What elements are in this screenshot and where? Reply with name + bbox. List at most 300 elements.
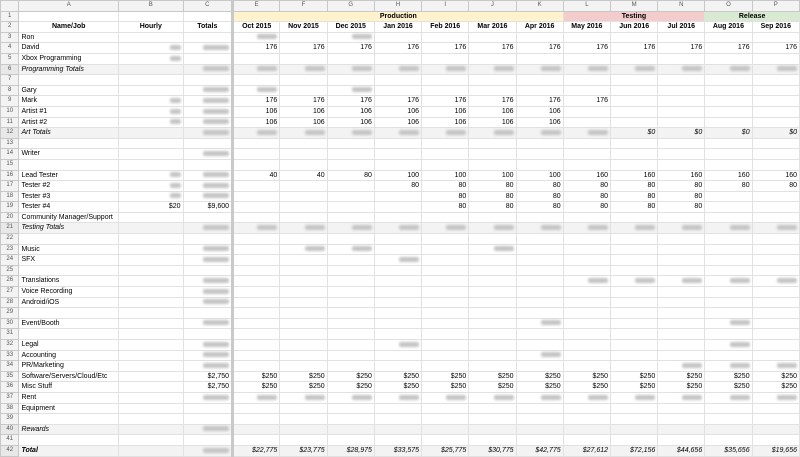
cell[interactable] bbox=[422, 138, 469, 149]
row-label-cell[interactable] bbox=[19, 75, 119, 86]
row-label-cell[interactable]: Translations bbox=[19, 276, 119, 287]
row-label-cell[interactable] bbox=[19, 234, 119, 245]
cell[interactable] bbox=[233, 287, 280, 298]
cell[interactable] bbox=[752, 318, 799, 329]
cell[interactable] bbox=[183, 128, 232, 139]
cell[interactable] bbox=[280, 149, 327, 160]
cell[interactable] bbox=[280, 276, 327, 287]
cell[interactable]: 160 bbox=[752, 170, 799, 181]
select-all-corner[interactable] bbox=[1, 1, 19, 12]
row-label-cell[interactable]: Writer bbox=[19, 149, 119, 160]
cell[interactable] bbox=[516, 361, 563, 372]
cell[interactable] bbox=[183, 308, 232, 319]
cell[interactable] bbox=[658, 255, 705, 266]
row-number[interactable]: 38 bbox=[1, 403, 19, 414]
cell[interactable]: $250 bbox=[374, 371, 421, 382]
row-label-cell[interactable] bbox=[19, 414, 119, 425]
cell[interactable]: 80 bbox=[611, 202, 658, 213]
cell[interactable] bbox=[233, 212, 280, 223]
cell[interactable] bbox=[374, 329, 421, 340]
cell[interactable] bbox=[118, 276, 183, 287]
cell[interactable] bbox=[752, 435, 799, 446]
cell[interactable] bbox=[280, 308, 327, 319]
row-number[interactable]: 28 bbox=[1, 297, 19, 308]
cell[interactable] bbox=[280, 212, 327, 223]
cell[interactable]: 100 bbox=[516, 170, 563, 181]
cell[interactable] bbox=[752, 234, 799, 245]
column-header[interactable]: E bbox=[233, 1, 280, 12]
cell[interactable] bbox=[233, 297, 280, 308]
row-number[interactable]: 11 bbox=[1, 117, 19, 128]
cell[interactable] bbox=[422, 149, 469, 160]
row-number[interactable]: 19 bbox=[1, 202, 19, 213]
cell[interactable] bbox=[563, 308, 610, 319]
cell[interactable] bbox=[563, 223, 610, 234]
cell[interactable] bbox=[422, 424, 469, 435]
column-header[interactable]: M bbox=[611, 1, 658, 12]
cell[interactable] bbox=[752, 96, 799, 107]
cell[interactable] bbox=[658, 265, 705, 276]
cell[interactable] bbox=[516, 64, 563, 75]
cell[interactable] bbox=[563, 276, 610, 287]
cell[interactable] bbox=[516, 403, 563, 414]
cell[interactable] bbox=[233, 424, 280, 435]
row-label-cell[interactable]: Accounting bbox=[19, 350, 119, 361]
cell[interactable] bbox=[280, 329, 327, 340]
cell[interactable] bbox=[611, 85, 658, 96]
cell[interactable] bbox=[183, 435, 232, 446]
cell[interactable] bbox=[705, 117, 752, 128]
cell[interactable] bbox=[118, 234, 183, 245]
cell[interactable] bbox=[658, 403, 705, 414]
cell[interactable] bbox=[183, 297, 232, 308]
cell[interactable]: 106 bbox=[516, 106, 563, 117]
cell[interactable] bbox=[752, 276, 799, 287]
row-number[interactable]: 9 bbox=[1, 96, 19, 107]
cell[interactable] bbox=[469, 340, 516, 351]
cell[interactable] bbox=[611, 435, 658, 446]
cell[interactable]: 176 bbox=[563, 43, 610, 54]
cell[interactable]: $9,600 bbox=[183, 202, 232, 213]
cell[interactable] bbox=[422, 75, 469, 86]
cell[interactable]: 106 bbox=[327, 117, 374, 128]
cell[interactable]: Dec 2015 bbox=[327, 22, 374, 33]
cell[interactable]: $30,775 bbox=[469, 445, 516, 456]
column-header[interactable]: B bbox=[118, 1, 183, 12]
cell[interactable] bbox=[611, 265, 658, 276]
cell[interactable] bbox=[469, 75, 516, 86]
row-label-cell[interactable]: Equipment bbox=[19, 403, 119, 414]
cell[interactable]: 80 bbox=[469, 181, 516, 192]
cell[interactable]: Totals bbox=[183, 22, 232, 33]
cell[interactable] bbox=[705, 159, 752, 170]
cell[interactable] bbox=[118, 382, 183, 393]
cell[interactable] bbox=[374, 340, 421, 351]
cell[interactable] bbox=[563, 255, 610, 266]
cell[interactable] bbox=[611, 117, 658, 128]
cell[interactable] bbox=[422, 329, 469, 340]
cell[interactable]: $250 bbox=[563, 382, 610, 393]
cell[interactable]: 160 bbox=[611, 170, 658, 181]
cell[interactable]: 80 bbox=[469, 191, 516, 202]
cell[interactable]: 176 bbox=[280, 96, 327, 107]
cell[interactable] bbox=[183, 64, 232, 75]
cell[interactable] bbox=[469, 32, 516, 43]
row-number[interactable]: 25 bbox=[1, 265, 19, 276]
cell[interactable]: 80 bbox=[611, 181, 658, 192]
row-label-cell[interactable]: SFX bbox=[19, 255, 119, 266]
testing-band[interactable]: Testing bbox=[563, 11, 705, 22]
cell[interactable] bbox=[563, 128, 610, 139]
cell[interactable]: Nov 2015 bbox=[280, 22, 327, 33]
cell[interactable]: $72,156 bbox=[611, 445, 658, 456]
cell[interactable] bbox=[422, 435, 469, 446]
cell[interactable] bbox=[183, 85, 232, 96]
cell[interactable]: $22,775 bbox=[233, 445, 280, 456]
cell[interactable]: 106 bbox=[374, 117, 421, 128]
cell[interactable] bbox=[422, 85, 469, 96]
row-label-cell[interactable] bbox=[19, 435, 119, 446]
cell[interactable] bbox=[118, 85, 183, 96]
cell[interactable] bbox=[280, 255, 327, 266]
cell[interactable] bbox=[422, 255, 469, 266]
cell[interactable] bbox=[327, 255, 374, 266]
cell[interactable] bbox=[118, 435, 183, 446]
cell[interactable] bbox=[183, 181, 232, 192]
cell[interactable] bbox=[233, 159, 280, 170]
cell[interactable] bbox=[118, 106, 183, 117]
cell[interactable] bbox=[752, 244, 799, 255]
row-number[interactable]: 13 bbox=[1, 138, 19, 149]
cell[interactable]: $0 bbox=[705, 128, 752, 139]
cell[interactable]: 100 bbox=[422, 170, 469, 181]
cell[interactable] bbox=[374, 149, 421, 160]
cell[interactable] bbox=[233, 435, 280, 446]
cell[interactable] bbox=[327, 297, 374, 308]
cell[interactable] bbox=[563, 85, 610, 96]
cell[interactable]: 176 bbox=[327, 43, 374, 54]
cell[interactable] bbox=[658, 106, 705, 117]
column-header[interactable]: J bbox=[469, 1, 516, 12]
cell[interactable] bbox=[611, 287, 658, 298]
cell[interactable] bbox=[374, 85, 421, 96]
cell[interactable] bbox=[611, 340, 658, 351]
cell[interactable] bbox=[233, 350, 280, 361]
cell[interactable] bbox=[658, 361, 705, 372]
row-number[interactable]: 27 bbox=[1, 287, 19, 298]
cell[interactable] bbox=[658, 32, 705, 43]
cell[interactable] bbox=[118, 43, 183, 54]
cell[interactable]: $250 bbox=[327, 371, 374, 382]
cell[interactable]: 106 bbox=[516, 117, 563, 128]
cell[interactable] bbox=[658, 234, 705, 245]
cell[interactable] bbox=[705, 234, 752, 245]
cell[interactable] bbox=[422, 318, 469, 329]
cell[interactable] bbox=[422, 32, 469, 43]
cell[interactable] bbox=[280, 53, 327, 64]
cell[interactable] bbox=[469, 159, 516, 170]
cell[interactable] bbox=[374, 234, 421, 245]
cell[interactable] bbox=[183, 244, 232, 255]
cell[interactable] bbox=[327, 329, 374, 340]
cell[interactable] bbox=[183, 414, 232, 425]
cell[interactable] bbox=[183, 329, 232, 340]
cell[interactable] bbox=[118, 287, 183, 298]
row-number[interactable]: 14 bbox=[1, 149, 19, 160]
cell[interactable] bbox=[563, 53, 610, 64]
cell[interactable]: $28,975 bbox=[327, 445, 374, 456]
cell[interactable] bbox=[327, 138, 374, 149]
cell[interactable] bbox=[611, 424, 658, 435]
cell[interactable] bbox=[118, 371, 183, 382]
cell[interactable] bbox=[327, 75, 374, 86]
cell[interactable] bbox=[374, 424, 421, 435]
cell[interactable] bbox=[611, 53, 658, 64]
cell[interactable]: May 2016 bbox=[563, 22, 610, 33]
cell[interactable] bbox=[118, 361, 183, 372]
cell[interactable] bbox=[183, 340, 232, 351]
cell[interactable] bbox=[469, 53, 516, 64]
cell[interactable] bbox=[374, 244, 421, 255]
cell[interactable]: 80 bbox=[422, 181, 469, 192]
cell[interactable] bbox=[183, 11, 232, 22]
cell[interactable] bbox=[280, 361, 327, 372]
cell[interactable] bbox=[233, 265, 280, 276]
cell[interactable] bbox=[422, 340, 469, 351]
cell[interactable] bbox=[233, 414, 280, 425]
cell[interactable] bbox=[752, 392, 799, 403]
cell[interactable] bbox=[516, 85, 563, 96]
cell[interactable]: Hourly bbox=[118, 22, 183, 33]
cell[interactable] bbox=[280, 234, 327, 245]
cell[interactable]: $250 bbox=[752, 371, 799, 382]
cell[interactable] bbox=[327, 435, 374, 446]
cell[interactable]: 80 bbox=[422, 191, 469, 202]
cell[interactable] bbox=[374, 297, 421, 308]
cell[interactable] bbox=[374, 75, 421, 86]
cell[interactable] bbox=[752, 53, 799, 64]
cell[interactable]: 80 bbox=[469, 202, 516, 213]
cell[interactable]: $35,656 bbox=[705, 445, 752, 456]
cell[interactable] bbox=[422, 128, 469, 139]
cell[interactable] bbox=[422, 244, 469, 255]
cell[interactable] bbox=[611, 392, 658, 403]
cell[interactable]: $25,775 bbox=[422, 445, 469, 456]
cell[interactable]: Aug 2016 bbox=[705, 22, 752, 33]
cell[interactable] bbox=[705, 255, 752, 266]
cell[interactable] bbox=[705, 32, 752, 43]
row-number[interactable]: 15 bbox=[1, 159, 19, 170]
cell[interactable] bbox=[705, 202, 752, 213]
cell[interactable] bbox=[233, 276, 280, 287]
cell[interactable] bbox=[118, 297, 183, 308]
cell[interactable] bbox=[658, 340, 705, 351]
cell[interactable] bbox=[705, 138, 752, 149]
cell[interactable] bbox=[516, 255, 563, 266]
cell[interactable] bbox=[611, 329, 658, 340]
cell[interactable] bbox=[469, 265, 516, 276]
cell[interactable] bbox=[611, 106, 658, 117]
cell[interactable] bbox=[563, 361, 610, 372]
cell[interactable] bbox=[183, 255, 232, 266]
cell[interactable] bbox=[183, 191, 232, 202]
cell[interactable]: $250 bbox=[280, 371, 327, 382]
cell[interactable] bbox=[327, 424, 374, 435]
cell[interactable]: 80 bbox=[705, 181, 752, 192]
cell[interactable]: 106 bbox=[280, 117, 327, 128]
cell[interactable] bbox=[611, 318, 658, 329]
cell[interactable]: 100 bbox=[469, 170, 516, 181]
cell[interactable] bbox=[563, 75, 610, 86]
cell[interactable] bbox=[183, 350, 232, 361]
cell[interactable] bbox=[658, 318, 705, 329]
cell[interactable] bbox=[658, 424, 705, 435]
cell[interactable] bbox=[233, 223, 280, 234]
cell[interactable] bbox=[374, 361, 421, 372]
cell[interactable]: 160 bbox=[563, 170, 610, 181]
cell[interactable] bbox=[469, 276, 516, 287]
cell[interactable] bbox=[611, 244, 658, 255]
cell[interactable]: 80 bbox=[658, 191, 705, 202]
cell[interactable] bbox=[658, 414, 705, 425]
cell[interactable] bbox=[118, 181, 183, 192]
cell[interactable] bbox=[280, 265, 327, 276]
cell[interactable] bbox=[705, 106, 752, 117]
cell[interactable] bbox=[327, 244, 374, 255]
cell[interactable]: $250 bbox=[233, 371, 280, 382]
cell[interactable] bbox=[752, 64, 799, 75]
cell[interactable] bbox=[658, 75, 705, 86]
cell[interactable] bbox=[327, 149, 374, 160]
cell[interactable] bbox=[658, 308, 705, 319]
cell[interactable]: 106 bbox=[422, 117, 469, 128]
cell[interactable]: 80 bbox=[658, 181, 705, 192]
cell[interactable] bbox=[118, 212, 183, 223]
cell[interactable] bbox=[563, 424, 610, 435]
cell[interactable]: 40 bbox=[280, 170, 327, 181]
row-number[interactable]: 5 bbox=[1, 53, 19, 64]
cell[interactable] bbox=[327, 308, 374, 319]
cell[interactable] bbox=[280, 138, 327, 149]
cell[interactable] bbox=[183, 287, 232, 298]
cell[interactable] bbox=[705, 297, 752, 308]
row-label-cell[interactable]: Mark bbox=[19, 96, 119, 107]
cell[interactable] bbox=[752, 414, 799, 425]
cell[interactable]: $250 bbox=[280, 382, 327, 393]
cell[interactable] bbox=[118, 329, 183, 340]
cell[interactable] bbox=[233, 75, 280, 86]
cell[interactable] bbox=[280, 392, 327, 403]
cell[interactable] bbox=[422, 297, 469, 308]
cell[interactable] bbox=[118, 170, 183, 181]
cell[interactable] bbox=[705, 361, 752, 372]
row-number[interactable]: 12 bbox=[1, 128, 19, 139]
cell[interactable] bbox=[752, 212, 799, 223]
cell[interactable] bbox=[563, 32, 610, 43]
cell[interactable]: 106 bbox=[469, 106, 516, 117]
cell[interactable] bbox=[752, 287, 799, 298]
cell[interactable] bbox=[469, 287, 516, 298]
cell[interactable]: 80 bbox=[422, 202, 469, 213]
cell[interactable]: 80 bbox=[374, 181, 421, 192]
cell[interactable] bbox=[233, 361, 280, 372]
cell[interactable] bbox=[516, 138, 563, 149]
cell[interactable] bbox=[563, 234, 610, 245]
cell[interactable] bbox=[327, 350, 374, 361]
cell[interactable] bbox=[469, 308, 516, 319]
cell[interactable] bbox=[422, 392, 469, 403]
cell[interactable] bbox=[374, 212, 421, 223]
cell[interactable]: 176 bbox=[374, 43, 421, 54]
cell[interactable] bbox=[611, 414, 658, 425]
cell[interactable] bbox=[611, 403, 658, 414]
cell[interactable] bbox=[752, 308, 799, 319]
cell[interactable] bbox=[611, 308, 658, 319]
row-label-cell[interactable]: David bbox=[19, 43, 119, 54]
row-number[interactable]: 23 bbox=[1, 244, 19, 255]
cell[interactable] bbox=[705, 75, 752, 86]
cell[interactable] bbox=[469, 149, 516, 160]
cell[interactable] bbox=[280, 414, 327, 425]
cell[interactable] bbox=[516, 297, 563, 308]
cell[interactable] bbox=[422, 223, 469, 234]
column-header[interactable]: H bbox=[374, 1, 421, 12]
cell[interactable] bbox=[327, 53, 374, 64]
row-number[interactable]: 24 bbox=[1, 255, 19, 266]
cell[interactable] bbox=[183, 159, 232, 170]
cell[interactable] bbox=[280, 75, 327, 86]
cell[interactable]: 176 bbox=[374, 96, 421, 107]
cell[interactable]: 80 bbox=[563, 181, 610, 192]
cell[interactable] bbox=[658, 96, 705, 107]
cell[interactable]: Jul 2016 bbox=[658, 22, 705, 33]
cell[interactable] bbox=[233, 128, 280, 139]
column-header[interactable]: F bbox=[280, 1, 327, 12]
cell[interactable]: $250 bbox=[658, 371, 705, 382]
cell[interactable] bbox=[516, 32, 563, 43]
cell[interactable] bbox=[327, 85, 374, 96]
cell[interactable] bbox=[374, 318, 421, 329]
cell[interactable] bbox=[327, 159, 374, 170]
cell[interactable]: $250 bbox=[705, 371, 752, 382]
cell[interactable] bbox=[752, 138, 799, 149]
cell[interactable] bbox=[118, 392, 183, 403]
cell[interactable] bbox=[327, 212, 374, 223]
cell[interactable]: $42,775 bbox=[516, 445, 563, 456]
cell[interactable] bbox=[705, 287, 752, 298]
row-label-cell[interactable]: Event/Booth bbox=[19, 318, 119, 329]
cell[interactable] bbox=[118, 191, 183, 202]
cell[interactable]: 80 bbox=[563, 191, 610, 202]
row-label-cell[interactable]: Music bbox=[19, 244, 119, 255]
row-label-cell[interactable]: Software/Servers/Cloud/Etc bbox=[19, 371, 119, 382]
cell[interactable] bbox=[327, 318, 374, 329]
cell[interactable] bbox=[563, 318, 610, 329]
cell[interactable] bbox=[516, 212, 563, 223]
cell[interactable] bbox=[233, 234, 280, 245]
row-label-cell[interactable]: Xbox Programming bbox=[19, 53, 119, 64]
cell[interactable]: Oct 2015 bbox=[233, 22, 280, 33]
cell[interactable]: 176 bbox=[469, 96, 516, 107]
cell[interactable] bbox=[118, 75, 183, 86]
cell[interactable] bbox=[563, 414, 610, 425]
cell[interactable] bbox=[233, 138, 280, 149]
cell[interactable] bbox=[118, 32, 183, 43]
column-header[interactable]: G bbox=[327, 1, 374, 12]
cell[interactable] bbox=[233, 244, 280, 255]
cell[interactable] bbox=[327, 414, 374, 425]
cell[interactable]: $250 bbox=[658, 382, 705, 393]
